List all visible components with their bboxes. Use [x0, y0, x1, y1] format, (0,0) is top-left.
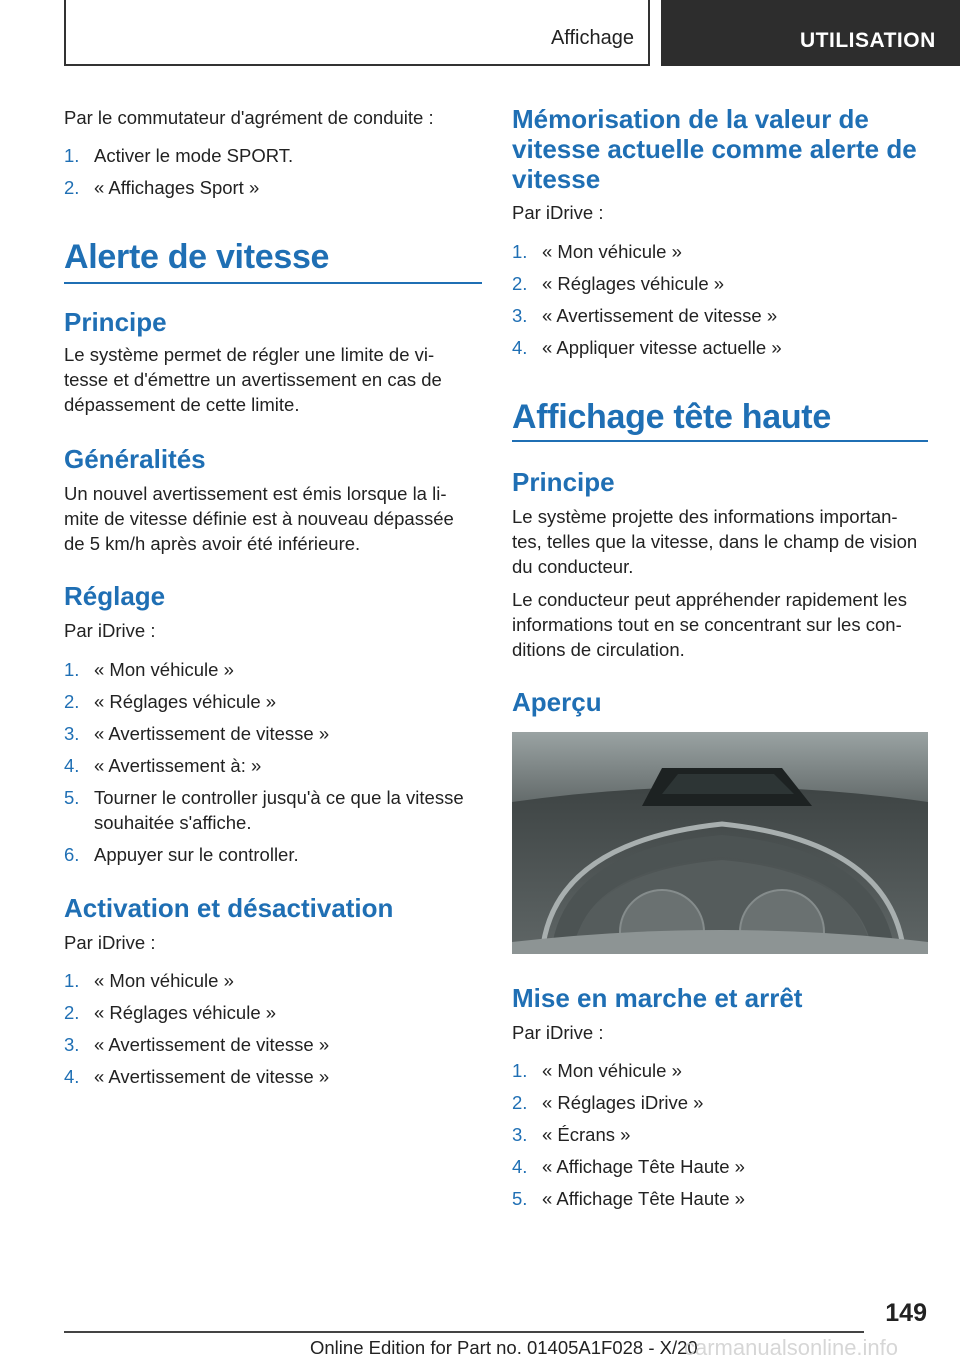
- list-item: [64, 657, 482, 682]
- hud-principe-text-2: Le conducteur peut appréhender rapidement les informations tout en se concentrant sur les con- ditions de circulation.: [512, 589, 907, 660]
- activation-intro: Par iDrive :: [64, 932, 156, 953]
- intro-steps: [64, 143, 482, 207]
- step-number: 2.: [512, 1092, 528, 1113]
- step-text: « Mon véhicule »: [94, 970, 234, 991]
- step-text: Activer le mode SPORT.: [94, 145, 294, 166]
- section-title: Affichage: [550, 27, 634, 49]
- list-item: [512, 1058, 928, 1083]
- step-number: 1.: [64, 145, 80, 166]
- list-item: [64, 143, 482, 168]
- step-text: Appuyer sur le controller.: [94, 844, 299, 865]
- hud-dashboard-photo: [512, 732, 928, 954]
- step-number: 2.: [64, 1002, 80, 1023]
- generalites-heading: Généralités: [64, 444, 206, 474]
- activation-heading: Activation et désactivation: [64, 893, 394, 923]
- reglage-steps: [64, 657, 482, 874]
- step-number: 4.: [64, 1066, 80, 1087]
- dashboard-illustration: [512, 732, 928, 954]
- step-number: 5.: [512, 1188, 528, 1209]
- step-text: « Écrans »: [542, 1124, 631, 1145]
- list-item: [512, 239, 928, 264]
- step-number: 4.: [512, 337, 528, 358]
- hud-principe-text-1: Le système projette des informations importan- tes, telles que la vitesse, dans le champ de vision du conducteur.: [512, 506, 918, 577]
- list-item: [64, 1000, 482, 1025]
- step-number: 1.: [64, 659, 80, 680]
- step-number: 3.: [64, 1034, 80, 1055]
- step-text: « Mon véhicule »: [542, 1060, 682, 1081]
- step-number: 2.: [512, 273, 528, 294]
- list-item: [64, 753, 482, 778]
- step-text: « Mon véhicule »: [542, 241, 682, 262]
- list-item: [64, 1032, 482, 1057]
- list-item: [64, 689, 482, 714]
- list-item: [64, 175, 482, 200]
- step-number: 3.: [64, 723, 80, 744]
- list-item: [512, 1090, 928, 1115]
- list-item: [64, 721, 482, 746]
- page-number: 149: [885, 1299, 927, 1327]
- memo-steps: [512, 239, 928, 367]
- step-number: 1.: [64, 970, 80, 991]
- list-item: [512, 1122, 928, 1147]
- step-number: 4.: [64, 755, 80, 776]
- step-text: « Affichages Sport »: [94, 177, 260, 198]
- step-text: « Réglages véhicule »: [94, 691, 277, 712]
- onoff-intro: Par iDrive :: [512, 1022, 604, 1043]
- step-text: « Avertissement de vitesse »: [94, 1066, 330, 1087]
- hud-principe-heading: Principe: [512, 467, 615, 497]
- step-text: « Réglages véhicule »: [542, 273, 725, 294]
- step-text: « Réglages iDrive »: [542, 1092, 704, 1113]
- list-item: [64, 785, 482, 835]
- list-item: [512, 1186, 928, 1211]
- edition-text: Online Edition for Part no. 01405A1F028 - X/20: [310, 1337, 698, 1358]
- memo-intro: Par iDrive :: [512, 202, 604, 223]
- step-number: 4.: [512, 1156, 528, 1177]
- step-number: 2.: [64, 177, 80, 198]
- step-number: 6.: [64, 844, 80, 865]
- list-item: [512, 1154, 928, 1179]
- heading-rule: [64, 282, 482, 284]
- step-text: « Appliquer vitesse actuelle »: [542, 337, 782, 358]
- step-number: 1.: [512, 1060, 528, 1081]
- step-text: « Mon véhicule »: [94, 659, 234, 680]
- section-heading-hud: Affichage tête haute: [512, 398, 831, 436]
- list-item: [64, 968, 482, 993]
- step-text: « Avertissement de vitesse »: [542, 305, 778, 326]
- list-item: [512, 335, 928, 360]
- step-text: Tourner le controller jusqu'à ce que la vitesse souhaitée s'affiche.: [94, 787, 464, 833]
- activation-steps: [64, 968, 482, 1096]
- list-item: [512, 271, 928, 296]
- step-text: « Avertissement à: »: [94, 755, 262, 776]
- section-heading-speed-alert: Alerte de vitesse: [64, 238, 330, 276]
- step-text: « Affichage Tête Haute »: [542, 1188, 745, 1209]
- apercu-heading: Aperçu: [512, 687, 602, 717]
- step-number: 1.: [512, 241, 528, 262]
- reglage-intro: Par iDrive :: [64, 620, 156, 641]
- memo-heading: Mémorisation de la valeur de vitesse actuelle comme alerte de vitesse: [512, 104, 917, 194]
- step-number: 5.: [64, 787, 80, 808]
- step-text: « Affichage Tête Haute »: [542, 1156, 745, 1177]
- onoff-heading: Mise en marche et arrêt: [512, 983, 803, 1013]
- step-text: « Avertissement de vitesse »: [94, 1034, 330, 1055]
- heading-rule: [512, 440, 928, 442]
- step-text: « Avertissement de vitesse »: [94, 723, 330, 744]
- generalites-text: Un nouvel avertissement est émis lorsque la li- mite de vitesse définie est à nouveau dépassée de 5 km/h après avoir été inférieure.: [64, 483, 454, 554]
- step-text: « Réglages véhicule »: [94, 1002, 277, 1023]
- principe-text: Le système permet de régler une limite de vi- tesse et d'émettre un avertissement en cas de dépassement de cette limite.: [64, 344, 442, 415]
- step-number: 2.: [64, 691, 80, 712]
- step-number: 3.: [512, 1124, 528, 1145]
- watermark: carmanualsonline.info: [684, 1335, 899, 1360]
- footer-rule: [64, 1331, 864, 1333]
- onoff-steps: [512, 1058, 928, 1218]
- list-item: [64, 1064, 482, 1089]
- list-item: [64, 842, 482, 867]
- list-item: [512, 303, 928, 328]
- principe-heading: Principe: [64, 307, 167, 337]
- step-number: 3.: [512, 305, 528, 326]
- reglage-heading: Réglage: [64, 581, 166, 611]
- chapter-tab: UTILISATION: [661, 0, 960, 66]
- intro-text: Par le commutateur d'agrément de conduite :: [64, 107, 434, 128]
